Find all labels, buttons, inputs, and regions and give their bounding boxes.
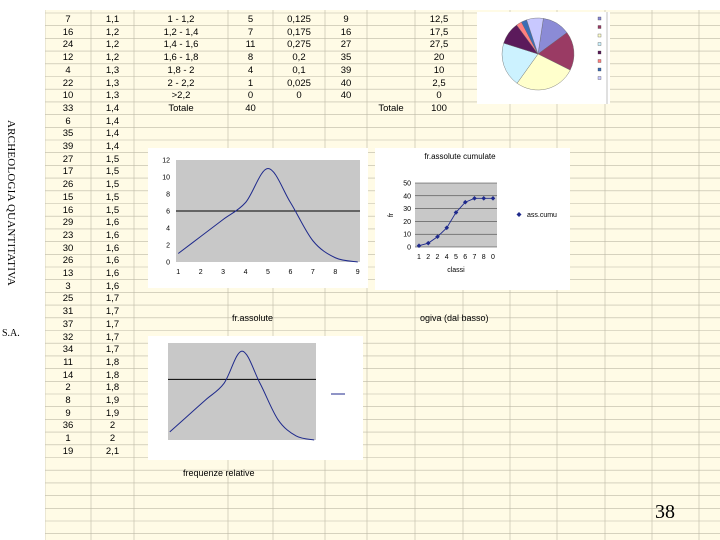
legend-swatch — [598, 17, 601, 20]
cell-value: 2 — [109, 433, 116, 445]
y-tick-label: 50 — [403, 180, 411, 188]
cell-cum-freq: 9 — [343, 14, 349, 25]
x-tick-label: 5 — [266, 269, 270, 276]
cell-rel-freq: 0,1 — [292, 64, 306, 76]
cell-id: 35 — [62, 128, 74, 140]
cell-cum-freq: 40 — [340, 77, 352, 89]
cell-value: 1,6 — [105, 268, 120, 279]
y-tick-label: 0 — [407, 244, 411, 252]
cell-value: 1,7 — [105, 344, 120, 356]
x-tick-label: 6 — [288, 269, 293, 276]
cell-value: 1,9 — [105, 395, 120, 406]
cell-id: 31 — [62, 306, 74, 318]
cell-value: 1,2 — [105, 26, 120, 38]
cell-abs-freq: 1 — [247, 77, 254, 89]
cell-id: 17 — [62, 166, 74, 178]
cell-id: 15 — [62, 191, 74, 203]
legend-swatch — [598, 34, 601, 37]
abs-freq-chart — [148, 148, 368, 288]
cell-value: 1,8 — [105, 356, 120, 368]
plot-area — [168, 343, 316, 440]
cell-class: >2,2 — [171, 90, 191, 102]
x-tick-label: 8 — [481, 254, 486, 261]
cell-value: 1,4 — [105, 115, 120, 127]
cell-value: 1,5 — [105, 179, 120, 191]
cell-id: 25 — [62, 293, 74, 305]
cell-value: 1,6 — [105, 229, 120, 241]
cell-value: 1,3 — [105, 90, 120, 102]
cell-value: 1,8 — [105, 382, 120, 394]
x-tick-label: 2 — [435, 254, 440, 261]
cell-id: 8 — [65, 395, 71, 406]
rel-chart-caption: frequenze relative — [183, 468, 255, 478]
plot-area — [415, 183, 497, 247]
cell-value: 1,2 — [105, 39, 120, 51]
cell-percent: 100 — [431, 102, 447, 114]
cell-class: 2 - 2,2 — [167, 77, 195, 89]
cell-id: 23 — [62, 229, 74, 241]
cell-cum-freq: 39 — [340, 64, 352, 76]
cell-id: 33 — [62, 102, 74, 114]
cell-cum-freq: 35 — [340, 52, 352, 64]
cell-value: 1,7 — [105, 293, 120, 305]
legend-marker — [517, 212, 522, 217]
cell-abs-freq: 5 — [247, 14, 254, 25]
legend-swatch — [598, 68, 601, 71]
cell-id: 30 — [62, 242, 74, 254]
cell-class: Totale — [168, 102, 194, 114]
cell-id: 36 — [62, 420, 74, 432]
cell-value: 1,9 — [105, 407, 120, 419]
y-tick-label: 40 — [403, 193, 411, 201]
cell-abs-freq: 11 — [245, 39, 256, 51]
cell-id: 24 — [62, 39, 74, 51]
y-tick-label: 0 — [166, 259, 170, 267]
pie-chart — [477, 12, 610, 104]
cell-rel-freq: 0,025 — [287, 77, 311, 89]
cell-cum-freq: 16 — [340, 26, 352, 38]
cell-value: 1,4 — [105, 102, 120, 114]
legend-swatch — [598, 60, 601, 63]
x-tick-label: 9 — [355, 269, 360, 276]
cell-id: 11 — [63, 356, 73, 368]
cell-id: 2 — [65, 382, 71, 394]
cell-percent: 12,5 — [429, 14, 449, 25]
cell-value: 1,4 — [105, 141, 120, 152]
cell-abs-freq: 40 — [245, 102, 256, 114]
cell-percent: 27,5 — [429, 39, 449, 51]
y-tick-label: 8 — [166, 191, 170, 199]
cell-value: 1,8 — [105, 369, 120, 381]
cell-value: 1,5 — [105, 204, 120, 216]
rel-freq-chart — [148, 336, 363, 460]
cell-abs-freq: 4 — [247, 64, 254, 76]
cell-value: 1,5 — [105, 191, 120, 203]
cell-id: 7 — [65, 14, 71, 25]
cell-value: 1,4 — [105, 128, 120, 140]
x-tick-label: 1 — [417, 254, 421, 261]
y-tick-label: 10 — [162, 174, 170, 182]
legend-label: ass.cumu — [527, 212, 557, 219]
cell-id: 32 — [62, 331, 74, 343]
x-tick-label: 8 — [333, 269, 338, 276]
cell-value: 1,3 — [105, 64, 120, 76]
y-tick-label: 30 — [403, 206, 411, 214]
cell-percent: 0 — [436, 90, 442, 102]
x-tick-label: 4 — [243, 269, 248, 276]
cell-id: 26 — [62, 255, 74, 267]
x-tick-label: 1 — [176, 269, 181, 276]
y-tick-label: 6 — [166, 208, 170, 216]
cell-abs-freq: 7 — [247, 26, 254, 38]
cell-id: 10 — [62, 90, 74, 102]
cell-percent: 10 — [433, 64, 445, 76]
cum-chart-caption: ogiva (dal basso) — [420, 313, 489, 323]
y-tick-label: 20 — [403, 218, 411, 226]
cell-id: 3 — [65, 280, 71, 292]
page-number: 38 — [655, 501, 675, 523]
cell-id: 27 — [62, 153, 74, 165]
cell-value: 1,6 — [105, 217, 120, 229]
cell-id: 19 — [62, 445, 74, 457]
cell-id: 1 — [65, 433, 71, 445]
cell-id: 4 — [65, 64, 71, 76]
x-tick-label: 7 — [472, 254, 477, 261]
cell-id: 14 — [62, 369, 74, 381]
cell-cum-freq: 40 — [340, 90, 352, 102]
cell-abs-freq: 8 — [247, 52, 254, 64]
cell-percent: 2,5 — [432, 77, 446, 89]
x-tick-label: 0 — [491, 254, 495, 261]
cell-value: 1,6 — [105, 242, 120, 254]
legend-swatch — [598, 43, 601, 46]
cell-percent: 20 — [433, 52, 445, 64]
x-tick-label: 2 — [198, 269, 203, 276]
cell-id: 16 — [62, 26, 74, 38]
x-tick-label: 3 — [221, 269, 226, 276]
x-tick-label: 7 — [310, 269, 315, 276]
cell-class: 1,8 - 2 — [167, 64, 195, 76]
cell-abs-freq: 0 — [247, 90, 254, 102]
cell-id: 34 — [62, 344, 74, 356]
y-axis-label: fr — [388, 212, 395, 218]
cell-value: 1,7 — [105, 306, 120, 318]
x-tick-label: 5 — [454, 254, 458, 261]
legend-swatch — [598, 26, 601, 29]
cell-id: 6 — [65, 115, 71, 127]
y-tick-label: 2 — [166, 242, 170, 250]
cell-class: 1 - 1,2 — [167, 14, 195, 25]
cell-class: 1,6 - 1,8 — [163, 52, 199, 64]
cell-id: 22 — [62, 77, 74, 89]
y-tick-label: 4 — [166, 225, 170, 233]
cell-id: 12 — [62, 52, 74, 64]
cell-total-label: Totale — [378, 102, 404, 114]
x-tick-label: 4 — [444, 254, 449, 261]
side-author: S.A. — [2, 328, 20, 339]
legend-swatch — [598, 51, 601, 54]
cell-class: 1,4 - 1,6 — [163, 39, 199, 51]
cell-id: 13 — [62, 268, 74, 279]
cell-value: 1,7 — [105, 318, 120, 330]
cell-value: 1,2 — [105, 52, 120, 64]
cumulative-freq-chart — [375, 148, 570, 290]
x-tick-label: 6 — [463, 254, 468, 261]
cell-value: 2,1 — [105, 445, 120, 457]
cell-rel-freq: 0 — [296, 90, 302, 102]
cell-percent: 17,5 — [429, 26, 449, 38]
abs-chart-caption: fr.assolute — [232, 313, 274, 323]
cell-rel-freq: 0,2 — [292, 52, 306, 64]
cell-value: 1,5 — [105, 153, 120, 165]
cell-id: 26 — [62, 179, 74, 191]
cell-value: 1,6 — [105, 280, 120, 292]
cell-id: 39 — [62, 141, 74, 152]
x-tick-label: 2 — [426, 254, 431, 261]
cell-rel-freq: 0,125 — [287, 14, 311, 25]
cell-value: 1,5 — [105, 166, 120, 178]
cell-id: 37 — [62, 318, 74, 330]
cell-id: 9 — [65, 407, 71, 419]
cell-cum-freq: 27 — [340, 39, 352, 51]
x-axis-label: classi — [447, 267, 465, 274]
cell-value: 1,3 — [105, 77, 120, 89]
cell-value: 1,7 — [105, 331, 120, 343]
side-title: ARCHEOLOGIA QUANTITATIVA — [5, 120, 17, 286]
cell-rel-freq: 0,175 — [287, 26, 311, 38]
cell-value: 1,6 — [105, 255, 120, 267]
cell-value: 2 — [109, 420, 116, 432]
y-tick-label: 10 — [403, 231, 411, 239]
cell-value: 1,1 — [105, 14, 120, 25]
chart-title: fr.assolute cumulate — [424, 152, 496, 161]
cell-rel-freq: 0,275 — [287, 39, 311, 51]
cell-id: 16 — [62, 204, 74, 216]
y-tick-label: 12 — [162, 157, 170, 165]
cell-class: 1,2 - 1,4 — [163, 26, 199, 38]
legend-swatch — [598, 77, 601, 80]
cell-id: 29 — [62, 217, 74, 229]
